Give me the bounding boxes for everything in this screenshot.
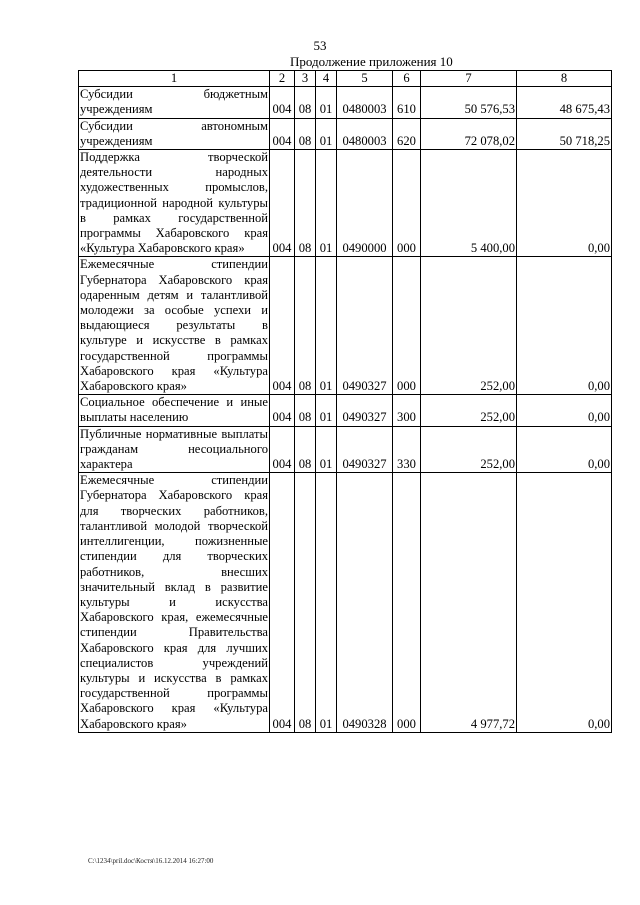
cell-code: 004 <box>270 426 295 473</box>
cell-section: 08 <box>295 118 316 149</box>
cell-code: 004 <box>270 150 295 257</box>
cell-code: 004 <box>270 118 295 149</box>
table-row <box>79 395 612 426</box>
cell-target: 0490327 <box>337 257 393 395</box>
cell-type: 610 <box>393 87 421 118</box>
cell-subsection: 01 <box>316 118 337 149</box>
column-header: 6 <box>393 71 421 87</box>
cell-subsection: 01 <box>316 473 337 732</box>
cell-type: 000 <box>393 473 421 732</box>
cell-section: 08 <box>295 473 316 732</box>
cell-amount-1: 252,00 <box>421 395 517 426</box>
cell-section: 08 <box>295 87 316 118</box>
cell-target: 0480003 <box>337 118 393 149</box>
cell-code: 004 <box>270 87 295 118</box>
table-header-row <box>79 71 612 87</box>
table-row <box>79 87 612 118</box>
cell-type: 000 <box>393 257 421 395</box>
cell-amount-2: 0,00 <box>517 395 612 426</box>
cell-amount-1: 252,00 <box>421 257 517 395</box>
page-number: 53 <box>313 38 327 53</box>
cell-amount-1: 50 576,53 <box>421 87 517 118</box>
cell-amount-1: 5 400,00 <box>421 150 517 257</box>
table-row <box>79 150 612 257</box>
budget-table <box>78 70 612 733</box>
cell-amount-1: 252,00 <box>421 426 517 473</box>
cell-amount-2: 50 718,25 <box>517 118 612 149</box>
column-header: 8 <box>517 71 612 87</box>
table-row <box>79 118 612 149</box>
column-header: 4 <box>316 71 337 87</box>
table-row <box>79 426 612 473</box>
cell-code: 004 <box>270 395 295 426</box>
cell-section: 08 <box>295 257 316 395</box>
cell-amount-2: 48 675,43 <box>517 87 612 118</box>
row-name: Ежемесячные стипендии Губернатора Хабаровского края для творческих работников, талантливой молодой творческой интеллигенции, пожизненные стипендии для творческих работников, внесших значительный вклад в развитие культуры и искусства Хабаровского края, ежемесячные стипендии Правительства Хабаровского края для лучших специалистов учреждений культуры и искусства в рамках государственной программы Хабаровского края «Культура Хабаровского края» <box>80 473 268 731</box>
cell-type: 620 <box>393 118 421 149</box>
cell-section: 08 <box>295 395 316 426</box>
table-row <box>79 473 612 732</box>
cell-code: 004 <box>270 257 295 395</box>
cell-subsection: 01 <box>316 257 337 395</box>
cell-amount-1: 4 977,72 <box>421 473 517 732</box>
cell-type: 300 <box>393 395 421 426</box>
table-row <box>79 257 612 395</box>
row-name: Субсидии бюджетным учреждениям <box>80 87 268 117</box>
cell-amount-1: 72 078,02 <box>421 118 517 149</box>
column-header: 3 <box>295 71 316 87</box>
cell-amount-2: 0,00 <box>517 257 612 395</box>
cell-type: 000 <box>393 150 421 257</box>
cell-target: 0490000 <box>337 150 393 257</box>
row-name: Публичные нормативные выплаты гражданам несоциального характера <box>80 426 268 472</box>
cell-subsection: 01 <box>316 87 337 118</box>
row-name: Ежемесячные стипендии Губернатора Хабаровского края одаренным детям и талантливой молодежи за особые успехи и выдающиеся результаты в культуре и искусстве в рамках государственной программы Хабаровского края «Культура Хабаровского края» <box>80 257 268 394</box>
cell-subsection: 01 <box>316 395 337 426</box>
cell-type: 330 <box>393 426 421 473</box>
cell-target: 0490327 <box>337 395 393 426</box>
row-name: Поддержка творческой деятельности народных художественных промыслов, традиционной народной культуры в рамках государственной программы Хабаровского края «Культура Хабаровского края» <box>80 150 268 256</box>
column-header: 1 <box>79 71 270 87</box>
cell-target: 0490328 <box>337 473 393 732</box>
cell-subsection: 01 <box>316 150 337 257</box>
continuation-title: Продолжение приложения 10 <box>290 54 453 69</box>
cell-amount-2: 0,00 <box>517 473 612 732</box>
cell-code: 004 <box>270 473 295 732</box>
cell-target: 0490327 <box>337 426 393 473</box>
file-path-footer: C:\1234\pril.doc\Костя\16.12.2014 16:27:00 <box>88 857 214 865</box>
column-header: 7 <box>421 71 517 87</box>
cell-section: 08 <box>295 150 316 257</box>
cell-section: 08 <box>295 426 316 473</box>
cell-target: 0480003 <box>337 87 393 118</box>
row-name: Субсидии автономным учреждениям <box>80 118 268 148</box>
cell-amount-2: 0,00 <box>517 426 612 473</box>
column-header: 2 <box>270 71 295 87</box>
row-name: Социальное обеспечение и иные выплаты населению <box>80 395 268 425</box>
cell-amount-2: 0,00 <box>517 150 612 257</box>
cell-subsection: 01 <box>316 426 337 473</box>
column-header: 5 <box>337 71 393 87</box>
